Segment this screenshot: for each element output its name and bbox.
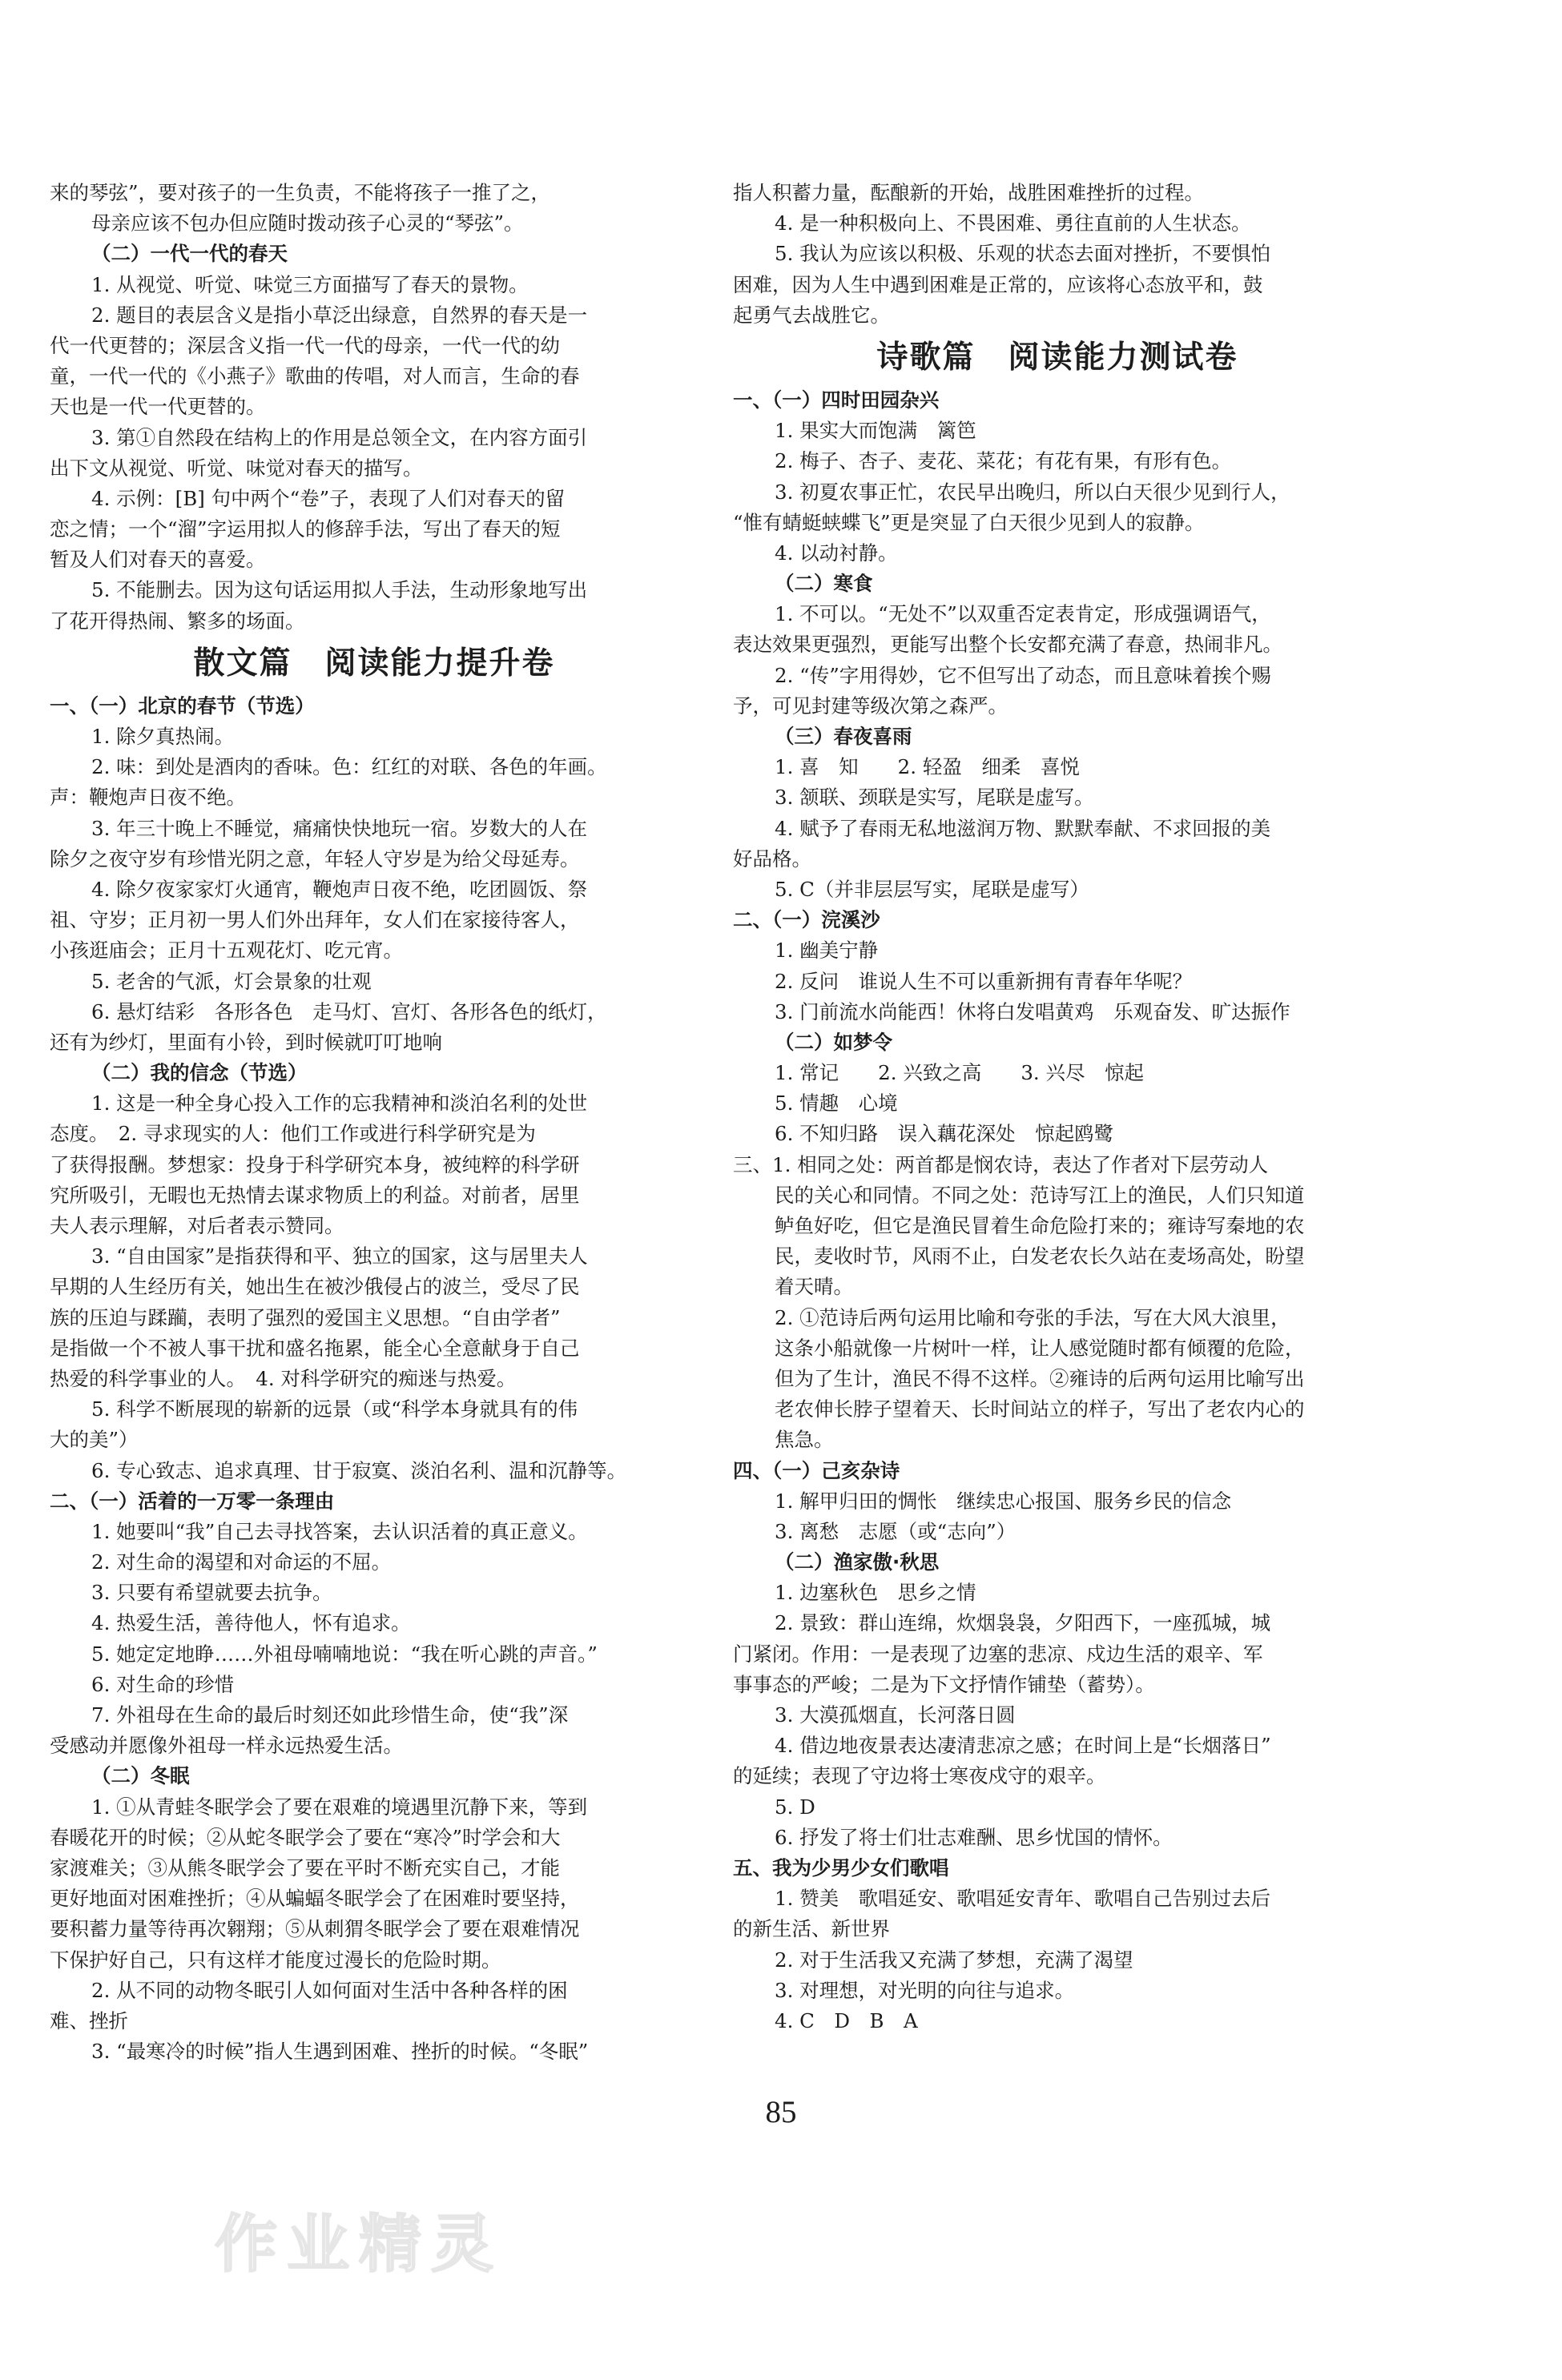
text-line: 代一代更替的；深层含义指一代一代的母亲，一代一代的幼 (50, 333, 560, 357)
question-heading: 二、（一）活着的一万零一条理由 (50, 1489, 335, 1513)
text-line: 小孩逛庙会；正月十五观花灯、吃元宵。 (50, 939, 403, 963)
text-line: 还有为纱灯，里面有小铃，到时候就叮叮地响 (50, 1030, 442, 1054)
text-line: 困难，因为人生中遇到困难是正常的，应该将心态放平和，鼓 (733, 272, 1263, 296)
text-line: 1. ①从青蛙冬眠学会了要在艰难的境遇里沉静下来，等到 (91, 1795, 588, 1819)
text-line: 5. 她定定地睁……外祖母喃喃地说：“我在听心跳的声音。” (91, 1642, 598, 1666)
text-line: 4. 除夕夜家家灯火通宵，鞭炮声日夜不绝，吃团圆饭、祭 (91, 877, 588, 901)
text-line: 3. 离愁 志愿（或“志向”） (775, 1519, 1017, 1543)
text-line: 1. 解甲归田的惆怅 继续忠心报国、服务乡民的信念 (775, 1489, 1232, 1513)
text-line: 祖、守岁；正月初一男人们外出拜年，女人们在家接待客人， (50, 908, 580, 932)
left-column (50, 178, 698, 2067)
text-line: 母亲应该不包办但应随时拨动孩子心灵的“琴弦”。 (91, 211, 524, 235)
text-line: 2. 对于生活我又充满了梦想，充满了渴望 (775, 1948, 1133, 1972)
text-line: 3. 大漠孤烟直，长河落日圆 (775, 1703, 1016, 1727)
question-heading: （二）寒食 (775, 572, 873, 596)
text-line: 3. “自由国家”是指获得和平、独立的国家，这与居里夫人 (91, 1244, 588, 1268)
text-line: 6. 悬灯结彩 各形各色 走马灯、宫灯、各形各色的纸灯， (91, 999, 607, 1023)
text-line: 民，麦收时节，风雨不止，白发老农长久站在麦场高处，盼望 (775, 1244, 1305, 1268)
text-line: 1. 这是一种全身心投入工作的忘我精神和淡泊名利的处世 (91, 1092, 588, 1116)
text-line: 2. ①范诗后两句运用比喻和夸张的手法，写在大风大浪里， (775, 1305, 1290, 1329)
text-line: 5. 科学不断展现的崭新的远景（或“科学本身就具有的伟 (91, 1397, 578, 1421)
question-heading: （二）冬眠 (91, 1764, 190, 1788)
page-number: 85 (765, 2095, 797, 2129)
text-line: 好品格。 (733, 846, 811, 870)
text-line: 的新生活、新世界 (733, 1917, 890, 1941)
text-line: 3. 第①自然段在结构上的作用是总领全文，在内容方面引 (91, 425, 588, 449)
text-line: 要积蓄力量等待再次翱翔；⑤从刺猬冬眠学会了要在艰难情况 (50, 1917, 580, 1941)
watermark-logo: 作业精灵 (215, 2209, 504, 2281)
text-line: 恋之情；一个“溜”字运用拟人的修辞手法，写出了春天的短 (50, 517, 561, 541)
text-line: 态度。 2. 寻求现实的人：他们工作或进行科学研究是为 (50, 1122, 536, 1146)
text-line: 2. 反问 谁说人生不可以重新拥有青春年华呢？ (775, 969, 1193, 993)
text-line: 受感动并愿像外祖母一样永远热爱生活。 (50, 1734, 403, 1758)
text-line: 着天晴。 (775, 1275, 853, 1299)
text-line: 家渡难关；③从熊冬眠学会了要在平时不断充实自己，才能 (50, 1855, 560, 1879)
text-line: 春暖花开的时候；②从蛇冬眠学会了要在“寒冷”时学会和大 (50, 1825, 561, 1849)
text-line: 大的美”） (50, 1428, 139, 1452)
text-line: 1. 边塞秋色 思乡之情 (775, 1581, 976, 1605)
text-line: 来的琴弦”，要对孩子的一生负责，不能将孩子一推了之， (50, 181, 551, 204)
text-line: 了获得报酬。梦想家：投身于科学研究本身，被纯粹的科学研 (50, 1152, 580, 1176)
text-line: 但为了生计，渔民不得不这样。②雍诗的后两句运用比喻写出 (775, 1366, 1305, 1390)
text-line: 3. “最寒冷的时候”指人生遇到困难、挫折的时候。“冬眠” (91, 2040, 589, 2064)
text-line: 3. 门前流水尚能西！休将白发唱黄鸡 乐观奋发、旷达振作 (775, 999, 1290, 1023)
section-title: 散文篇 阅读能力提升卷 (193, 645, 555, 681)
text-line: 民的关心和同情。不同之处：范诗写江上的渔民，人们只知道 (775, 1183, 1305, 1207)
question-heading: （二）一代一代的春天 (91, 242, 288, 266)
text-line: 表达效果更强烈，更能写出整个长安都充满了春意，热闹非凡。 (733, 633, 1282, 657)
text-line: 事事态的严峻；二是为下文抒情作铺垫（蓄势）。 (733, 1672, 1155, 1696)
text-line: 1. 果实大而饱满 篱笆 (775, 419, 976, 443)
text-line: 更好地面对困难挫折；④从蝙蝠冬眠学会了在困难时要坚持， (50, 1887, 580, 1911)
text-line: 4. 赋予了春雨无私地滋润万物、默默奉献、不求回报的美 (775, 816, 1271, 840)
text-line: 3. 初夏农事正忙，农民早出晚归，所以白天很少见到行人， (775, 480, 1290, 504)
text-line: 夫人表示理解，对后者表示赞同。 (50, 1214, 344, 1237)
text-line: 焦急。 (775, 1428, 834, 1452)
text-line: 5. 不能删去。因为这句话运用拟人手法，生动形象地写出 (91, 578, 588, 602)
text-line: 4. 热爱生活，善待他人，怀有追求。 (91, 1611, 411, 1635)
text-line: 5. 我认为应该以积极、乐观的状态去面对挫折，不要惧怕 (775, 242, 1271, 266)
text-line: 族的压迫与蹂躏，表明了强烈的爱国主义思想。“自由学者” (50, 1305, 561, 1329)
question-heading: 四、（一）己亥杂诗 (733, 1458, 900, 1482)
text-line: 5. D (775, 1795, 815, 1819)
question-heading: 一、（一）四时田园杂兴 (733, 388, 940, 412)
text-line: 1. 赞美 歌唱延安、歌唱延安青年、歌唱自己告别过去后 (775, 1887, 1271, 1911)
text-line: 2. 梅子、杏子、麦花、菜花；有花有果，有形有色。 (775, 449, 1232, 473)
question-heading: （三）春夜喜雨 (775, 725, 912, 748)
text-line: 难、挫折 (50, 2008, 128, 2032)
text-line: 门紧闭。作用：一是表现了边塞的悲凉、戍边生活的艰辛、军 (733, 1642, 1263, 1666)
text-line: 起勇气去战胜它。 (733, 303, 890, 327)
text-line: 4. 是一种积极向上、不畏困难、勇往直前的人生状态。 (775, 211, 1251, 235)
text-line: 2. 景致：群山连绵，炊烟袅袅，夕阳西下，一座孤城，城 (775, 1611, 1271, 1635)
text-line: 6. 对生命的珍惜 (91, 1672, 235, 1696)
text-line: 了花开得热闹、繁多的场面。 (50, 609, 305, 633)
text-line: 早期的人生经历有关，她出生在被沙俄侵占的波兰，受尽了民 (50, 1275, 580, 1299)
text-line: 5. C（并非层层写实，尾联是虚写） (775, 877, 1089, 901)
text-line: 5. 情趣 心境 (775, 1092, 898, 1116)
text-line: 是指做一个不被人事干扰和盛名拖累，能全心全意献身于自己 (50, 1336, 580, 1360)
text-line: 4. C D B A (775, 2008, 918, 2032)
text-line: 的延续；表现了守边将士寒夜戍守的艰辛。 (733, 1764, 1106, 1788)
text-line: 2. 题目的表层含义是指小草泛出绿意，自然界的春天是一 (91, 303, 588, 327)
text-line: 6. 抒发了将士们壮志难酬、思乡忧国的情怀。 (775, 1825, 1173, 1849)
text-line: 天也是一代一代更替的。 (50, 395, 266, 419)
text-line: “惟有蜻蜓蛱蝶飞”更是突显了白天很少见到人的寂静。 (733, 510, 1205, 534)
right-column (733, 178, 1382, 2036)
text-line: 1. 从视觉、听觉、味觉三方面描写了春天的景物。 (91, 272, 529, 296)
text-line: 4. 借边地夜景表达凄清悲凉之感；在时间上是“长烟落日” (775, 1734, 1271, 1758)
text-line: 4. 示例：[B] 句中两个“卷”子，表现了人们对春天的留 (91, 486, 566, 510)
text-line: 6. 不知归路 误入藕花深处 惊起鸥鹭 (775, 1122, 1114, 1146)
text-line: 2. “传”字用得妙，它不但写出了动态，而且意味着挨个赐 (775, 663, 1271, 687)
text-line: 1. 喜 知 2. 轻盈 细柔 喜悦 (775, 755, 1080, 779)
question-heading: （二）我的信念（节选） (91, 1061, 308, 1085)
text-line: 予，可见封建等级次第之森严。 (733, 693, 1008, 718)
text-line: 下保护好自己，只有这样才能度过漫长的危险时期。 (50, 1948, 501, 1972)
text-line: 究所吸引，无暇也无热情去谋求物质上的利益。对前者，居里 (50, 1183, 580, 1207)
text-line: 热爱的科学事业的人。 4. 对科学研究的痴迷与热爱。 (50, 1366, 517, 1390)
text-line: 2. 味：到处是酒肉的香味。色：红红的对联、各色的年画。 (91, 755, 607, 779)
text-line: 三、1. 相同之处：两首都是悯农诗，表达了作者对下层劳动人 (733, 1152, 1269, 1176)
text-line: 1. 幽美宁静 (775, 939, 879, 963)
text-line: 3. 年三十晚上不睡觉，痛痛快快地玩一宿。岁数大的人在 (91, 816, 588, 840)
text-line: 1. 不可以。“无处不”以双重否定表肯定，形成强调语气， (775, 602, 1271, 626)
question-heading: （二）渔家傲·秋思 (775, 1550, 940, 1574)
text-line: 童，一代一代的《小燕子》歌曲的传唱，对人而言，生命的春 (50, 364, 580, 388)
text-line: 暂及人们对春天的喜爱。 (50, 548, 266, 572)
text-line: 老农伸长脖子望着天、长时间站立的样子，写出了老农内心的 (775, 1397, 1305, 1421)
question-heading: 五、我为少男少女们歌唱 (733, 1855, 949, 1879)
text-line: 3. 对理想，对光明的向往与追求。 (775, 1978, 1075, 2002)
text-line: 1. 除夕真热闹。 (91, 725, 235, 748)
text-line: 4. 以动衬静。 (775, 541, 898, 565)
text-line: 1. 常记 2. 兴致之高 3. 兴尽 惊起 (775, 1061, 1144, 1085)
text-line: 6. 专心致志、追求真理、甘于寂寞、淡泊名利、温和沉静等。 (91, 1458, 627, 1482)
text-line: 3. 只要有希望就要去抗争。 (91, 1581, 332, 1605)
text-line: 指人积蓄力量，酝酿新的开始，战胜困难挫折的过程。 (733, 181, 1204, 204)
text-line: 声：鞭炮声日夜不绝。 (50, 786, 246, 810)
text-line: 1. 她要叫“我”自己去寻找答案，去认识活着的真正意义。 (91, 1519, 588, 1543)
text-line: 鲈鱼好吃，但它是渔民冒着生命危险打来的；雍诗写秦地的农 (775, 1214, 1305, 1237)
text-line: 7. 外祖母在生命的最后时刻还如此珍惜生命，使“我”深 (91, 1703, 569, 1727)
text-line: 2. 从不同的动物冬眠引人如何面对生活中各种各样的困 (91, 1978, 568, 2002)
text-line: 5. 老舍的气派，灯会景象的壮观 (91, 969, 372, 993)
question-heading: （二）如梦令 (775, 1030, 892, 1054)
text-line: 这条小船就像一片树叶一样，让人感觉随时都有倾覆的危险， (775, 1336, 1305, 1360)
text-line: 2. 对生命的渴望和对命运的不屈。 (91, 1550, 392, 1574)
section-title: 诗歌篇 阅读能力测试卷 (876, 339, 1238, 376)
question-heading: 二、（一）浣溪沙 (733, 908, 880, 932)
text-line: 出下文从视觉、听觉、味觉对春天的描写。 (50, 456, 423, 480)
text-line: 3. 颔联、颈联是实写，尾联是虚写。 (775, 786, 1094, 810)
question-heading: 一、（一）北京的春节（节选） (50, 693, 315, 718)
text-line: 除夕之夜守岁有珍惜光阴之意，年轻人守岁是为给父母延寿。 (50, 846, 580, 870)
